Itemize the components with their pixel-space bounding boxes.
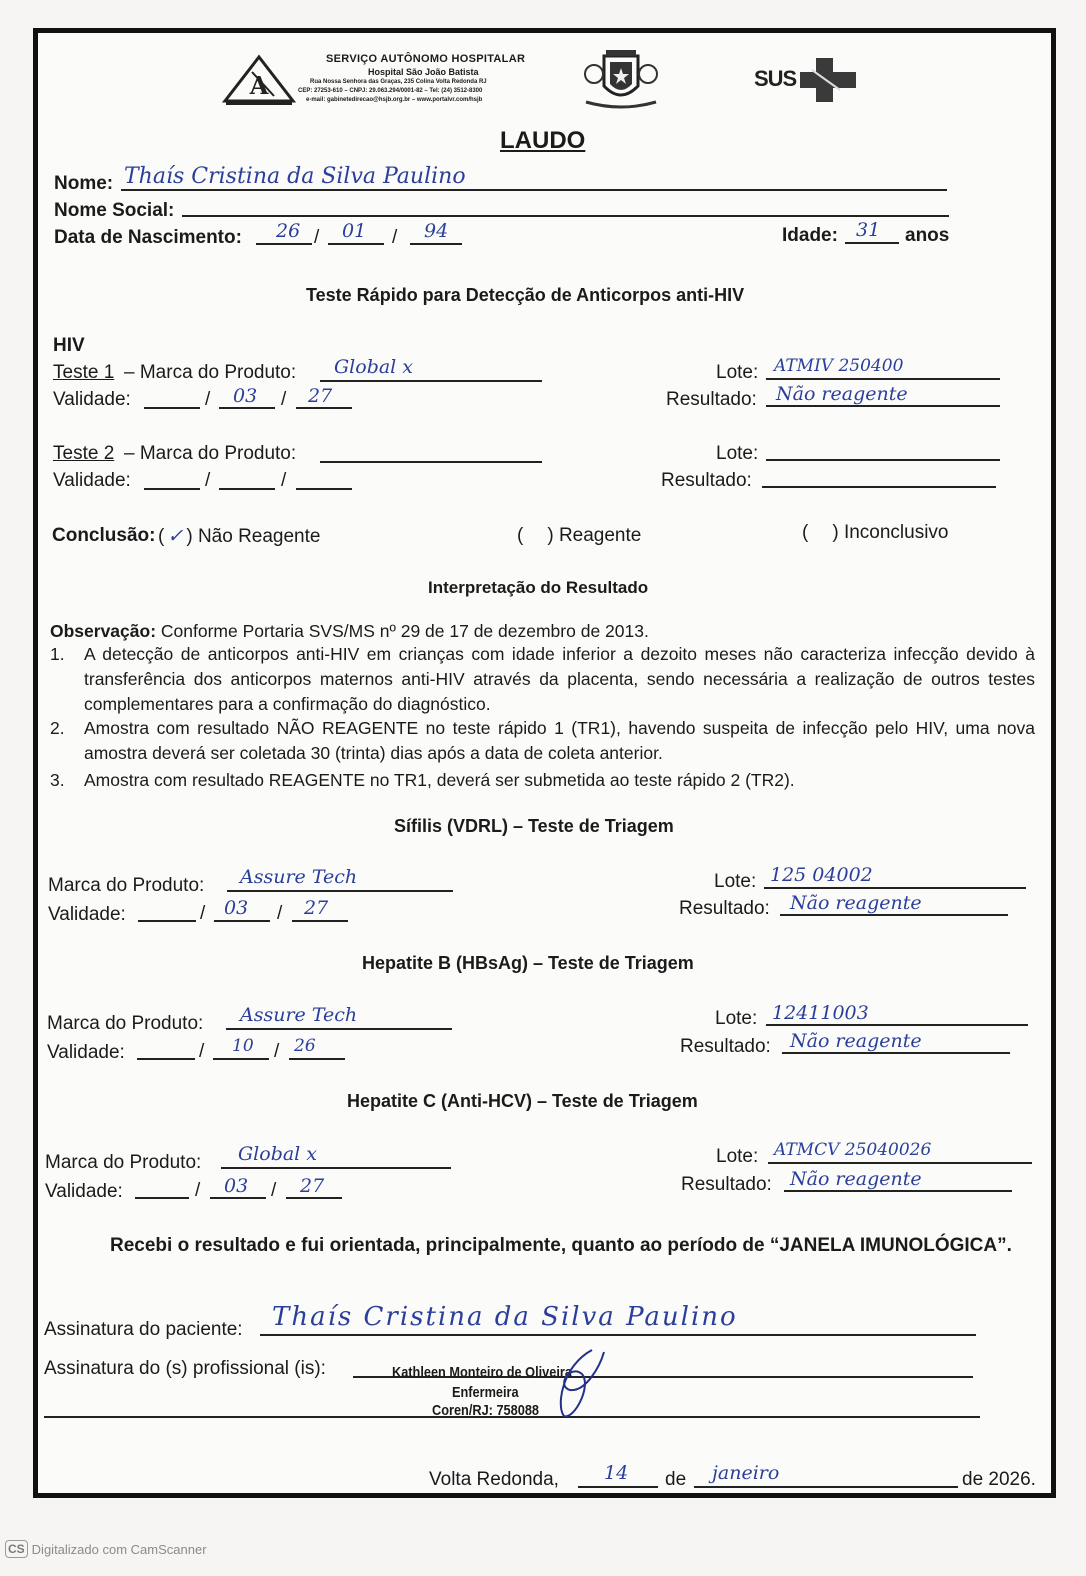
- hiv-label: HIV: [53, 335, 85, 356]
- hepatitis-c-lot-label: Lote:: [716, 1146, 759, 1167]
- date-separator: /: [205, 470, 211, 491]
- test1-brand-field[interactable]: Global x: [334, 356, 414, 378]
- option-label: Não Reagente: [197, 526, 321, 547]
- validity-month-line: [219, 488, 275, 490]
- test2-validity-label: Validade:: [53, 470, 131, 491]
- hepatitis-c-brand-field[interactable]: Global x: [238, 1143, 318, 1165]
- validity-year-line: [286, 1197, 342, 1199]
- observation-item: [50, 716, 1035, 768]
- hepatitis-c-brand-line: [221, 1167, 451, 1169]
- test2-lot-line: [766, 459, 1000, 461]
- syphilis-lot-line: [764, 887, 1026, 889]
- date-month-field[interactable]: janeiro: [712, 1462, 780, 1484]
- interpretation-title: Interpretação do Resultado: [428, 578, 649, 597]
- birth-month-field[interactable]: 01: [342, 220, 367, 242]
- date-separator: /: [281, 389, 287, 410]
- professional-stamp-coren: Coren/RJ: 758088: [432, 1402, 540, 1419]
- item-number: 3.: [50, 770, 65, 790]
- professional-signature-label: Assinatura do (s) profissional (is):: [44, 1358, 326, 1379]
- syphilis-result-line: [780, 914, 1008, 916]
- hepatitis-b-result-label: Resultado:: [680, 1036, 771, 1057]
- validity-day-line: [138, 920, 196, 922]
- validity-year-line: [296, 488, 352, 490]
- validity-month-line: [214, 920, 270, 922]
- validity-day-line: [137, 1058, 195, 1060]
- acknowledgement-text: Recebi o resultado e fui orientada, principalmente, quanto ao período de “JANELA IMUNOLÓGICA”.: [110, 1235, 1012, 1256]
- social-name-label: Nome Social:: [54, 200, 175, 221]
- name-line: [121, 189, 947, 191]
- hepatitis-b-validity-label: Validade:: [47, 1042, 125, 1063]
- validity-year-line: [296, 407, 352, 409]
- hospital-contact: e-mail: gabinetedirecao@hsjb.org.br – www.portalvr.com/hsjb: [306, 97, 483, 103]
- date-separator: /: [277, 903, 283, 924]
- birth-month-line: [328, 243, 384, 245]
- hepatitis-c-lot-line: [768, 1162, 1032, 1164]
- hepatitis-b-brand-label: Marca do Produto:: [47, 1013, 204, 1034]
- birth-year-line: [410, 243, 462, 245]
- date-separator: /: [281, 470, 287, 491]
- conclusion-label: Conclusão:: [52, 525, 156, 546]
- hepatitis-b-result-line: [782, 1052, 1010, 1054]
- camscanner-logo-icon: CS: [5, 1540, 28, 1558]
- date-de-label: de: [665, 1469, 687, 1490]
- test1-lot-field[interactable]: ATMIV 250400: [774, 356, 904, 376]
- test1-lot-line: [766, 378, 1000, 380]
- test1-validity-month[interactable]: 03: [233, 385, 258, 407]
- page-title: LAUDO: [500, 127, 586, 154]
- observation-label: Observação:: [50, 621, 157, 641]
- date-separator: /: [200, 903, 206, 924]
- name-label: Nome:: [54, 173, 114, 194]
- hepatitis-b-section-title: Hepatite B (HBsAg) – Teste de Triagem: [362, 953, 694, 973]
- validity-day-line: [144, 407, 200, 409]
- test1-brand-line: [320, 380, 542, 382]
- hepatitis-b-lot-field[interactable]: 12411003: [772, 1002, 869, 1024]
- validity-month-line: [219, 407, 275, 409]
- sus-cross-icon: [800, 58, 856, 102]
- observation-item: [50, 768, 1035, 794]
- date-year-label: de 2026.: [962, 1469, 1036, 1490]
- scanner-watermark: [5, 1540, 207, 1558]
- item-text: Amostra com resultado NÃO REAGENTE no teste rápido 1 (TR1), havendo suspeita de infecção pelo HIV, uma nova amostra deverá ser coletada 30 (trinta) dias após a data de coleta anterior.: [84, 718, 1035, 763]
- patient-signature-line: [260, 1334, 976, 1336]
- org-name: SERVIÇO AUTÔNOMO HOSPITALAR: [326, 53, 526, 65]
- test2-result-label: Resultado:: [661, 470, 752, 491]
- option-label: Inconclusivo: [843, 522, 949, 543]
- hepatitis-c-section-title: Hepatite C (Anti-HCV) – Teste de Triagem: [347, 1091, 698, 1111]
- validity-year-line: [289, 1058, 345, 1060]
- observation-item: [50, 642, 1035, 718]
- scanner-watermark-text: Digitalizado com CamScanner: [31, 1541, 207, 1557]
- birth-year-field[interactable]: 94: [424, 220, 449, 242]
- test2-label: Teste 2: [53, 443, 115, 464]
- hepatitis-c-result-line: [784, 1190, 1012, 1192]
- hiv-section-title: Teste Rápido para Detecção de Anticorpos anti-HIV: [306, 285, 745, 305]
- test1-validity-label: Validade:: [53, 389, 131, 410]
- item-number: 2.: [50, 718, 65, 738]
- age-line: [845, 242, 899, 244]
- hepatitis-b-lot-label: Lote:: [715, 1008, 758, 1029]
- test2-lot-label: Lote:: [716, 443, 759, 464]
- professional-stamp-role: Enfermeira: [452, 1384, 519, 1401]
- hepatitis-b-validity-year[interactable]: 26: [294, 1036, 316, 1056]
- date-separator: /: [274, 1041, 280, 1062]
- syphilis-brand-field[interactable]: Assure Tech: [240, 866, 358, 888]
- syphilis-lot-label: Lote:: [714, 871, 757, 892]
- city-coat-of-arms-icon: [582, 48, 660, 110]
- date-day-field[interactable]: 14: [604, 1462, 629, 1484]
- hepatitis-b-lot-line: [766, 1024, 1028, 1026]
- birth-day-field[interactable]: 26: [276, 220, 301, 242]
- age-field[interactable]: 31: [856, 219, 881, 241]
- syphilis-lot-field[interactable]: 125 04002: [770, 864, 873, 886]
- date-separator: /: [314, 227, 320, 248]
- test1-brand-label: – Marca do Produto:: [124, 362, 297, 383]
- syphilis-validity-month[interactable]: 03: [224, 897, 249, 919]
- syphilis-brand-label: Marca do Produto:: [48, 875, 205, 896]
- hepatitis-c-result-label: Resultado:: [681, 1174, 772, 1195]
- test1-result-line: [766, 405, 1000, 407]
- item-text: Amostra com resultado REAGENTE no TR1, deverá ser submetida ao teste rápido 2 (TR2).: [84, 770, 795, 790]
- test1-lot-label: Lote:: [716, 362, 759, 383]
- hepatitis-c-brand-label: Marca do Produto:: [45, 1152, 202, 1173]
- item-text: A detecção de anticorpos anti-HIV em crianças com idade inferior a dezoito meses não caracteriza infecção devido à transferência dos anticorpos maternos anti-HIV através da placenta, sendo necessária a realização de outros testes complementares para a confirmação do diagnóstico.: [84, 644, 1035, 714]
- age-label: Idade:: [782, 225, 838, 246]
- birth-day-line: [256, 243, 312, 245]
- item-number: 1.: [50, 644, 65, 664]
- test2-result-line: [762, 486, 996, 488]
- syphilis-validity-label: Validade:: [48, 904, 126, 925]
- sus-logo-text: SUS: [754, 66, 797, 91]
- date-separator: /: [392, 227, 398, 248]
- hospital-registration: CEP: 27253-610 – CNPJ: 29.063.294/0001-82 – Tel: (24) 3512-8300: [298, 88, 483, 94]
- patient-signature[interactable]: Thaís Cristina da Silva Paulino: [272, 1302, 738, 1332]
- birth-date-label: Data de Nascimento:: [54, 227, 242, 248]
- city-label: Volta Redonda,: [429, 1469, 559, 1490]
- professional-stamp-name: Kathleen Monteiro de Oliveira: [392, 1364, 572, 1381]
- age-unit: anos: [905, 225, 950, 246]
- hepatitis-c-validity-year[interactable]: 27: [300, 1175, 325, 1197]
- validity-day-line: [144, 488, 200, 490]
- date-separator: /: [271, 1180, 277, 1201]
- professional-signature-scribble-icon: [552, 1346, 608, 1422]
- validity-year-line: [292, 920, 348, 922]
- syphilis-result-label: Resultado:: [679, 898, 770, 919]
- hepatitis-b-result-field[interactable]: Não reagente: [790, 1030, 922, 1052]
- hospital-name: Hospital São João Batista: [368, 67, 479, 77]
- date-separator: /: [199, 1041, 205, 1062]
- hepatitis-b-brand-line: [226, 1028, 452, 1030]
- hepatitis-c-lot-field[interactable]: ATMCV 25040026: [774, 1140, 932, 1160]
- test1-result-field[interactable]: Não reagente: [776, 383, 908, 405]
- test1-validity-year[interactable]: 27: [308, 385, 333, 407]
- hepatitis-c-result-field[interactable]: Não reagente: [790, 1168, 922, 1190]
- hepatitis-c-validity-month[interactable]: 03: [224, 1175, 249, 1197]
- option-label: Reagente: [558, 525, 642, 546]
- syphilis-result-field[interactable]: Não reagente: [790, 892, 922, 914]
- observation-line: [50, 619, 649, 644]
- validity-month-line: [213, 1058, 269, 1060]
- hospital-logo-icon: [222, 54, 296, 106]
- conclusion-option-inconclusivo[interactable]: ( ) Inconclusivo: [802, 522, 949, 543]
- test1-result-label: Resultado:: [666, 389, 757, 410]
- hospital-address: Rua Nossa Senhora das Graças, 235 Colina Volta Redonda RJ: [310, 79, 487, 85]
- checkbox-mark[interactable]: ✓: [167, 525, 184, 547]
- syphilis-validity-year[interactable]: 27: [304, 897, 329, 919]
- social-name-line: [182, 215, 949, 217]
- test2-brand-label: – Marca do Produto:: [124, 443, 297, 464]
- hepatitis-c-validity-label: Validade:: [45, 1181, 123, 1202]
- patient-signature-label: Assinatura do paciente:: [44, 1319, 243, 1340]
- hepatitis-b-brand-field[interactable]: Assure Tech: [240, 1004, 358, 1026]
- date-separator: /: [205, 389, 211, 410]
- month-line: [694, 1486, 958, 1488]
- date-separator: /: [195, 1180, 201, 1201]
- syphilis-section-title: Sífilis (VDRL) – Teste de Triagem: [394, 816, 674, 836]
- syphilis-brand-line: [227, 890, 453, 892]
- svg-text:A: A: [249, 71, 269, 100]
- hepatitis-b-validity-month[interactable]: 10: [232, 1036, 254, 1056]
- test2-brand-line: [320, 461, 542, 463]
- observation-text: Conforme Portaria SVS/MS nº 29 de 17 de dezembro de 2013.: [160, 621, 649, 641]
- validity-day-line: [135, 1197, 189, 1199]
- test1-label: Teste 1: [53, 362, 115, 383]
- conclusion-option-reagente[interactable]: ( ) Reagente: [517, 525, 642, 546]
- validity-month-line: [210, 1197, 266, 1199]
- day-line: [578, 1486, 658, 1488]
- name-field[interactable]: Thaís Cristina da Silva Paulino: [124, 164, 466, 189]
- conclusion-option-nao-reagente[interactable]: ( ✓ ) Não Reagente: [158, 525, 321, 547]
